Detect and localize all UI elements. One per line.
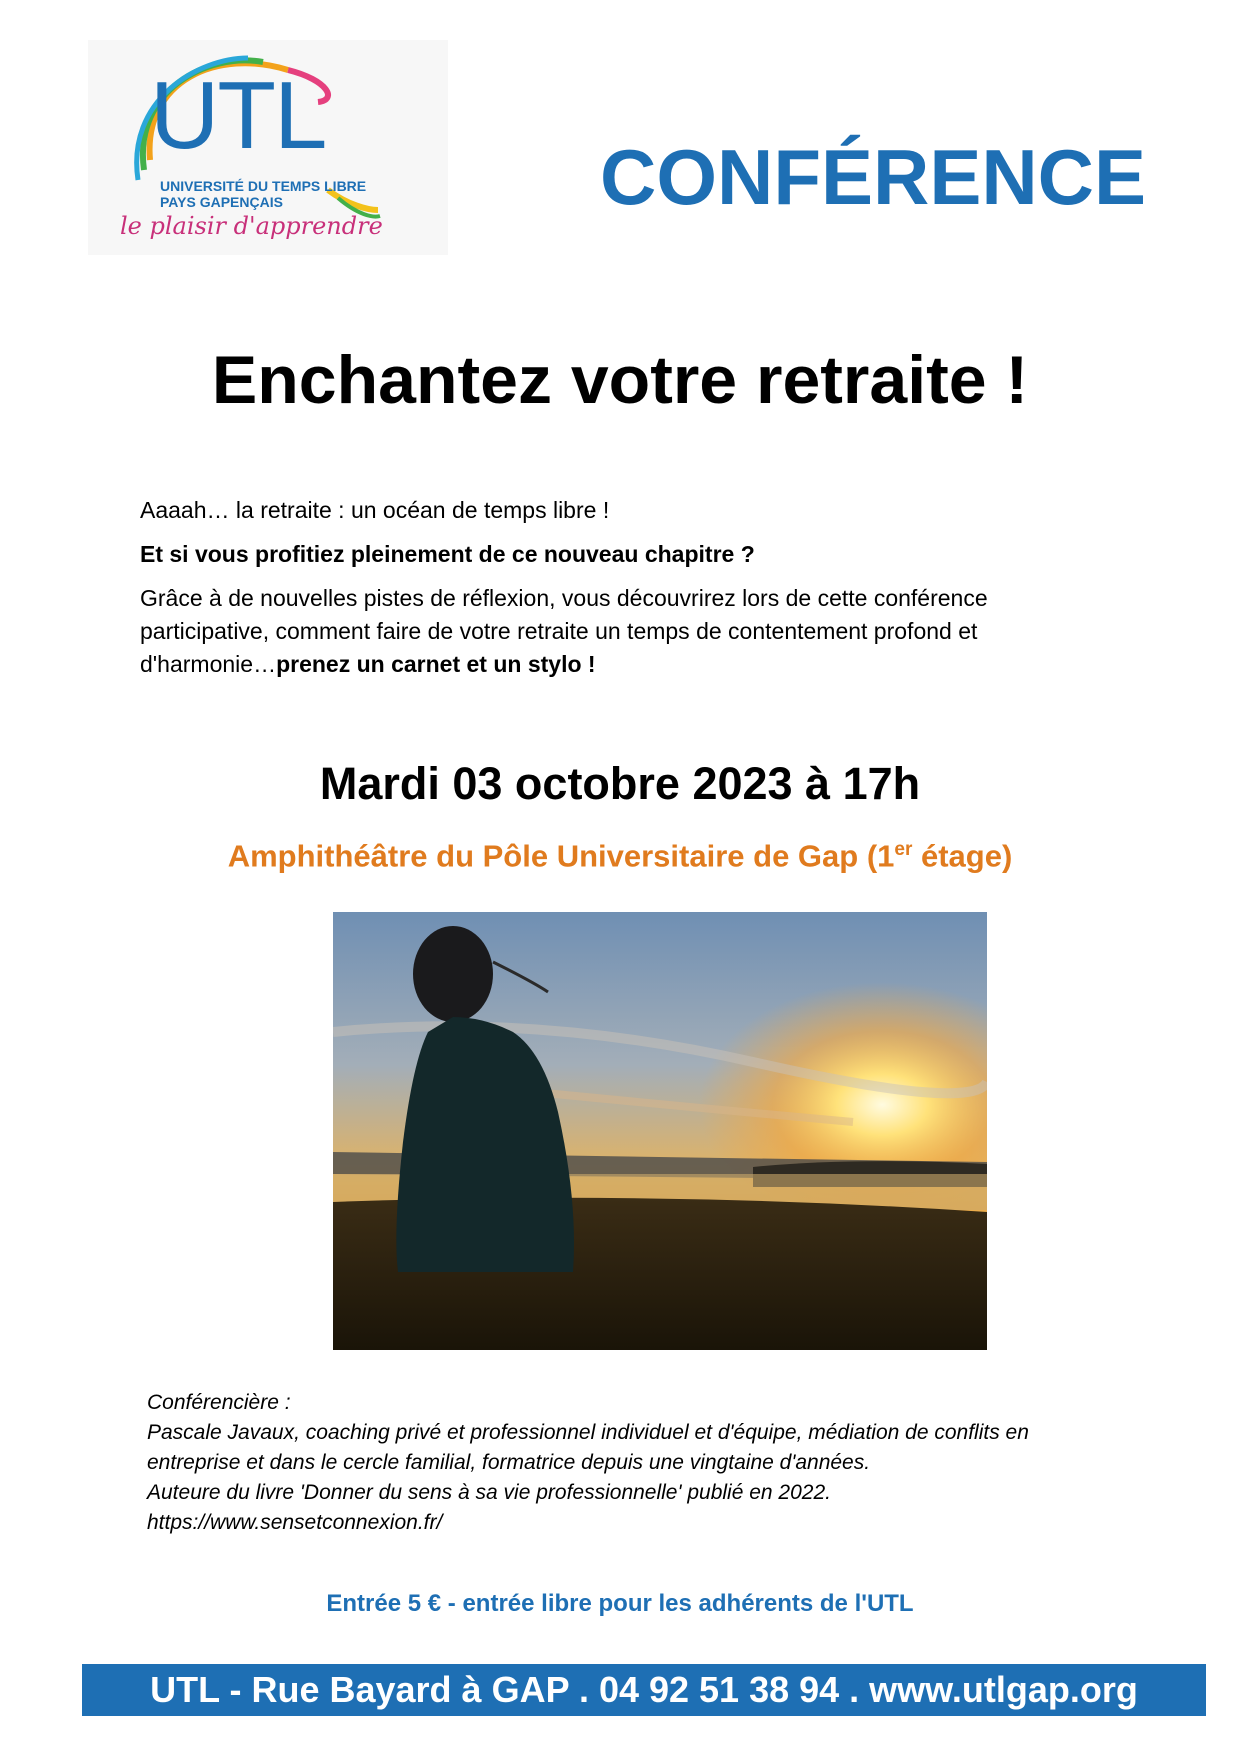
event-date: Mardi 03 octobre 2023 à 17h	[319, 758, 921, 809]
event-place	[0, 830, 1240, 876]
intro-line-2: Et si vous profitiez pleinement de ce nouveau chapitre ?	[140, 541, 755, 567]
event-place-end: étage)	[912, 838, 1013, 874]
intro-body-text: Grâce à de nouvelles pistes de réflexion, vous découvrirez lors de cette conférence participative, comment faire de votre retraite un temps de contentement profond et d'harmonie…	[140, 585, 988, 677]
event-place-text: Amphithéâtre du Pôle Universitaire de Gap (1	[227, 838, 895, 874]
intro-body-emphasis: prenez un carnet et un stylo !	[276, 651, 596, 677]
logo-letters: UTL	[150, 62, 326, 169]
speaker-bio: Pascale Javaux, coaching privé et professionnel individuel et d'équipe, médiation de conflits en entreprise et dans le cercle familial, formatrice depuis une vingtaine d'années.	[147, 1421, 1029, 1474]
page-title: Enchantez votre retraite !	[211, 342, 1029, 418]
speaker-book: Auteure du livre 'Donner du sens à sa vie professionnelle' publié en 2022.	[147, 1481, 831, 1504]
entry-price: Entrée 5 € - entrée libre pour les adhérents de l'UTL	[326, 1590, 914, 1617]
sunset-photo-graphic	[333, 912, 987, 1350]
sunset-photo	[333, 912, 987, 1350]
speaker-info	[147, 1388, 1117, 1538]
speaker-url[interactable]: https://www.sensetconnexion.fr/	[147, 1511, 443, 1534]
logo-tagline: le plaisir d'apprendre	[120, 212, 383, 240]
footer-bar: UTL - Rue Bayard à GAP . 04 92 51 38 94 . www.utlgap.org	[82, 1664, 1206, 1716]
logo-line-2: PAYS GAPENÇAIS	[160, 194, 283, 210]
speaker-label: Conférencière :	[147, 1391, 291, 1414]
intro-body	[140, 582, 1080, 681]
intro-line-1: Aaaah… la retraite : un océan de temps libre !	[140, 497, 610, 523]
utl-logo	[88, 40, 448, 255]
conference-heading: CONFÉRENCE	[600, 133, 1147, 221]
event-place-sup: er	[894, 839, 913, 860]
logo-line-1: UNIVERSITÉ DU TEMPS LIBRE	[160, 178, 367, 194]
